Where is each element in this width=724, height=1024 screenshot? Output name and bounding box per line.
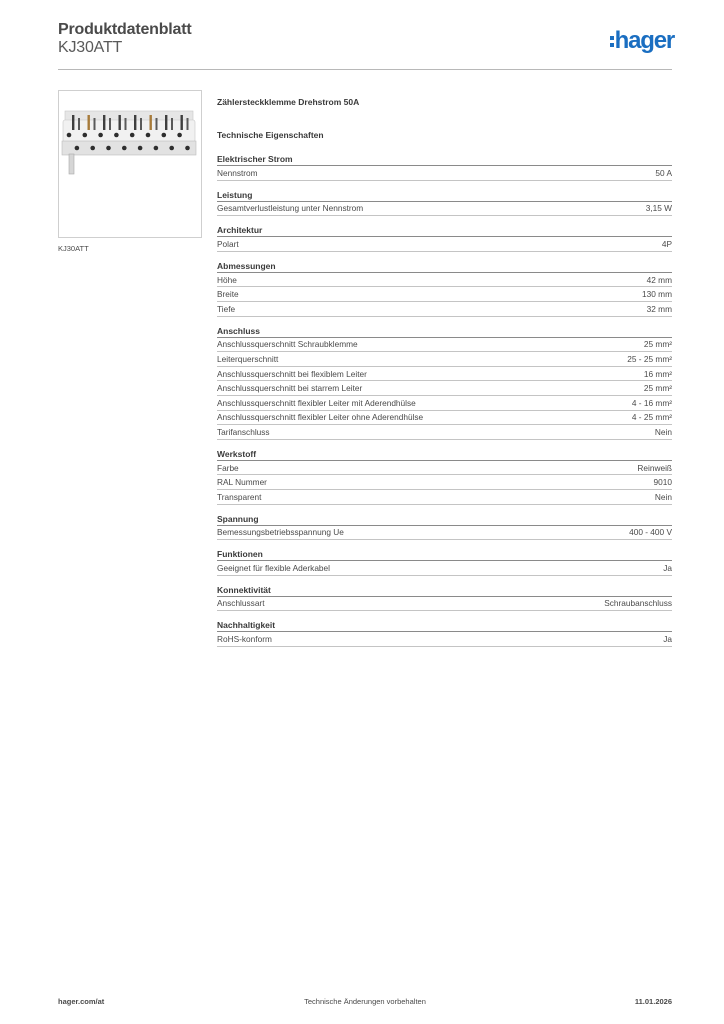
page-footer (58, 997, 672, 1009)
spec-label: Nennstrom (217, 167, 258, 178)
spec-label: Transparent (217, 491, 262, 502)
logo-dots-icon (610, 36, 614, 47)
spec-section (217, 513, 672, 541)
spec-value: 16 mm² (643, 368, 672, 379)
spec-row (217, 352, 672, 367)
screw-hole (75, 146, 80, 151)
section-title: Anschluss (217, 325, 672, 338)
spec-section (217, 325, 672, 440)
product-name: Zählersteckklemme Drehstrom 50A (217, 97, 360, 107)
spec-row (217, 381, 672, 396)
spec-value: 32 mm (646, 303, 672, 314)
screw-hole (98, 133, 103, 138)
spec-row (217, 287, 672, 302)
section-title: Konnektivität (217, 584, 672, 597)
spec-section (217, 153, 672, 181)
spec-section (217, 189, 672, 217)
spec-row (217, 237, 672, 252)
terminal-pin (103, 115, 105, 130)
logo-text: hager (614, 27, 674, 54)
spec-value: 4P (661, 238, 672, 249)
screw-hole (138, 146, 143, 151)
spec-row (217, 461, 672, 476)
terminal-slot (187, 118, 189, 130)
spec-label: Geeignet für flexible Aderkabel (217, 562, 331, 573)
section-title: Leistung (217, 189, 672, 202)
spec-value: 25 - 25 mm² (627, 353, 672, 364)
terminal-slot (78, 118, 80, 130)
spec-label: RAL Nummer (217, 477, 267, 488)
section-title: Abmessungen (217, 260, 672, 273)
page-header (58, 20, 672, 70)
spec-value: 4 - 16 mm² (631, 397, 672, 408)
section-title: Elektrischer Strom (217, 153, 672, 166)
screw-hole (83, 133, 88, 138)
screw-hole (162, 133, 167, 138)
screw-hole (90, 146, 95, 151)
spec-label: Leiterquerschnitt (217, 353, 279, 364)
spec-label: Farbe (217, 462, 239, 473)
spec-label: Gesamtverlustleistung unter Nennstrom (217, 203, 364, 214)
spec-section (217, 619, 672, 647)
screw-hole (130, 133, 135, 138)
hager-logo (610, 28, 674, 54)
spec-section (217, 548, 672, 576)
spec-content (217, 96, 672, 647)
section-title: Nachhaltigkeit (217, 619, 672, 632)
spec-value: 400 - 400 V (629, 527, 672, 538)
spec-row (217, 338, 672, 353)
section-title: Werkstoff (217, 448, 672, 461)
spec-row (217, 166, 672, 181)
spec-value: 9010 (653, 477, 672, 488)
terminal-pin (134, 115, 136, 130)
screw-hole (154, 146, 159, 151)
terminal-pin (150, 115, 152, 130)
spec-row (217, 475, 672, 490)
terminal-slot (156, 118, 158, 130)
product-image (58, 90, 202, 238)
spec-label: Höhe (217, 274, 237, 285)
terminal-slot (109, 118, 111, 130)
terminal-pin (88, 115, 90, 130)
spec-row (217, 561, 672, 576)
product-code: KJ30ATT (58, 39, 123, 56)
spec-label: Tarifanschluss (217, 426, 270, 437)
spec-value: Ja (663, 634, 672, 645)
spec-label: Anschlussquerschnitt bei starrem Leiter (217, 383, 363, 394)
spec-value: 3,15 W (645, 203, 672, 214)
footer-date: 11.01.2026 (634, 997, 672, 1006)
spec-label: RoHS-konform (217, 634, 272, 645)
section-title: Spannung (217, 513, 672, 526)
screw-hole (67, 133, 72, 138)
spec-section (217, 448, 672, 505)
spec-value: 50 A (655, 167, 672, 178)
screw-hole (106, 146, 111, 151)
spec-value: 25 mm² (643, 383, 672, 394)
spec-sections (217, 153, 672, 647)
tech-properties-heading: Technische Eigenschaften (217, 130, 324, 140)
spec-value: Schraubanschluss (604, 598, 672, 609)
document-title: Produktdatenblatt (58, 21, 192, 38)
spec-row (217, 425, 672, 440)
footer-website: hager.com/at (58, 997, 105, 1006)
footer-disclaimer: Technische Änderungen vorbehalten (304, 997, 426, 1006)
terminal-slot (94, 118, 96, 130)
spec-value: Nein (654, 491, 672, 502)
spec-row (217, 632, 672, 647)
spec-row (217, 273, 672, 288)
spec-value: 25 mm² (643, 339, 672, 350)
terminal-slot (140, 118, 142, 130)
spec-value: 42 mm (646, 274, 672, 285)
spec-label: Anschlussquerschnitt flexibler Leiter ohne Aderendhülse (217, 412, 424, 423)
terminal-pin (72, 115, 74, 130)
spec-value: 4 - 25 mm² (631, 412, 672, 423)
spec-row (217, 597, 672, 612)
terminal-pin (181, 115, 183, 130)
spec-row (217, 526, 672, 541)
terminal-pin (119, 115, 121, 130)
spec-label: Anschlussart (217, 598, 265, 609)
screw-hole (114, 133, 119, 138)
spec-section (217, 584, 672, 612)
image-caption: KJ30ATT (58, 244, 89, 253)
section-title: Architektur (217, 224, 672, 237)
spec-label: Bemessungsbetriebsspannung Ue (217, 527, 344, 538)
spec-label: Anschlussquerschnitt Schraubklemme (217, 339, 358, 350)
spec-label: Tiefe (217, 303, 236, 314)
screw-hole (177, 133, 182, 138)
spec-value: Reinweiß (637, 462, 672, 473)
screw-hole (122, 146, 127, 151)
spec-row (217, 411, 672, 426)
spec-row (217, 490, 672, 505)
section-title: Funktionen (217, 548, 672, 561)
spec-section (217, 260, 672, 317)
spec-section (217, 224, 672, 252)
spec-row (217, 367, 672, 382)
spec-value: Nein (654, 426, 672, 437)
spec-value: 130 mm (642, 289, 672, 300)
screw-hole (146, 133, 151, 138)
spec-row (217, 396, 672, 411)
spec-label: Anschlussquerschnitt bei flexiblem Leiter (217, 368, 367, 379)
screw-hole (169, 146, 174, 151)
terminal-pin (165, 115, 167, 130)
spec-value: Ja (663, 562, 672, 573)
spec-row (217, 202, 672, 217)
screw-hole (185, 146, 190, 151)
spec-label: Anschlussquerschnitt flexibler Leiter mit Aderendhülse (217, 397, 416, 408)
terminal-block-image (59, 91, 201, 237)
terminal-slot (125, 118, 127, 130)
spec-row (217, 302, 672, 317)
spec-label: Polart (217, 238, 239, 249)
spec-label: Breite (217, 289, 239, 300)
terminal-slot (171, 118, 173, 130)
